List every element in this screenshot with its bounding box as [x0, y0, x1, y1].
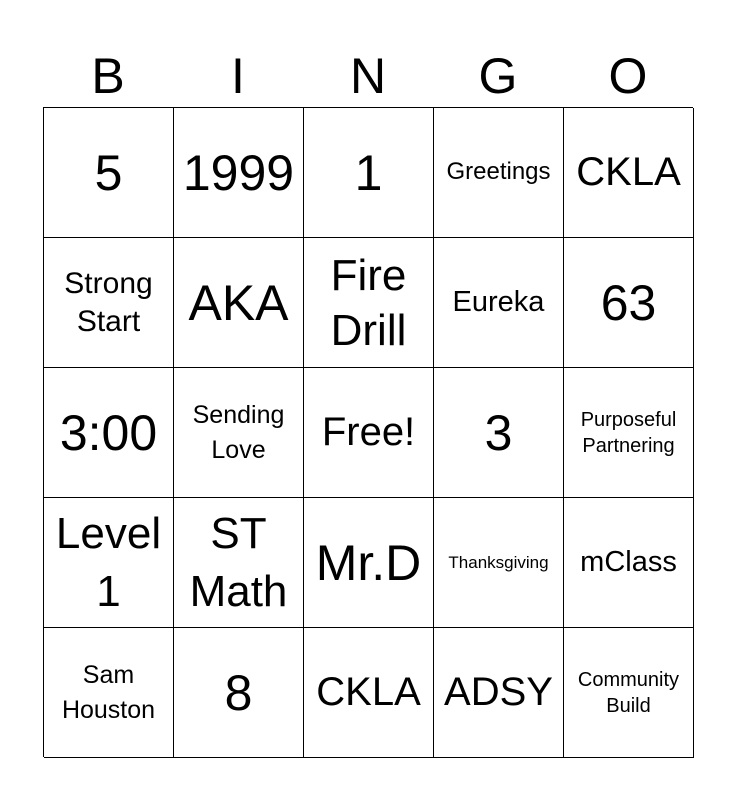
cell-label: Sending Love	[192, 400, 285, 464]
bingo-cell[interactable]	[564, 498, 694, 628]
cell-label: 8	[224, 664, 253, 721]
bingo-cell[interactable]	[44, 628, 174, 758]
bingo-cell[interactable]	[434, 238, 564, 368]
header-letter-g: G	[478, 48, 518, 104]
cell-label: Strong Start	[64, 267, 153, 338]
cell-label: Free!	[321, 410, 416, 455]
bingo-cell[interactable]	[304, 108, 434, 238]
cell-label: Level 1	[55, 509, 162, 616]
bingo-cell[interactable]	[434, 498, 564, 628]
bingo-cell[interactable]	[564, 368, 694, 498]
header-letter-o: O	[608, 48, 648, 104]
cell-label: Purposeful Partnering	[580, 408, 677, 457]
cell-label: ST Math	[189, 509, 288, 616]
bingo-cell[interactable]	[174, 498, 304, 628]
cell-label: AKA	[188, 274, 289, 331]
cell-label: Mr.D	[315, 534, 422, 591]
bingo-cell[interactable]	[434, 108, 564, 238]
cell-label: CKLA	[576, 150, 681, 195]
bingo-cell[interactable]	[44, 238, 174, 368]
cell-label: Thanksgiving	[448, 552, 549, 572]
bingo-cell[interactable]	[564, 628, 694, 758]
cell-label: CKLA	[316, 670, 421, 715]
bingo-cell[interactable]	[304, 238, 434, 368]
bingo-cell[interactable]	[44, 368, 174, 498]
bingo-cell[interactable]	[174, 628, 304, 758]
bingo-cell[interactable]	[304, 628, 434, 758]
cell-label: 3	[484, 404, 513, 461]
bingo-cell[interactable]	[564, 238, 694, 368]
bingo-cell[interactable]	[44, 108, 174, 238]
bingo-header	[43, 44, 693, 108]
bingo-cell[interactable]	[304, 368, 434, 498]
cell-label: mClass	[580, 546, 677, 579]
bingo-cell[interactable]	[174, 368, 304, 498]
cell-label: 1999	[182, 144, 295, 201]
bingo-cell[interactable]	[304, 498, 434, 628]
bingo-cell[interactable]	[174, 238, 304, 368]
bingo-cell[interactable]	[434, 628, 564, 758]
cell-label: Fire Drill	[330, 250, 407, 355]
header-letter-b: B	[91, 48, 125, 104]
header-letter-i: I	[231, 48, 245, 104]
cell-label: Community Build	[577, 668, 680, 717]
cell-label: Sam Houston	[61, 660, 156, 724]
bingo-cell[interactable]	[564, 108, 694, 238]
cell-label: Eureka	[452, 286, 545, 319]
header-letter-n: N	[349, 48, 387, 104]
cell-label: 3:00	[59, 404, 158, 461]
cell-label: 1	[354, 144, 383, 201]
cell-label: ADSY	[444, 670, 553, 715]
cell-label: 63	[600, 274, 657, 331]
bingo-board	[43, 107, 693, 757]
bingo-cell[interactable]	[174, 108, 304, 238]
bingo-cell[interactable]	[434, 368, 564, 498]
cell-label: Greetings	[446, 158, 551, 186]
bingo-cell[interactable]	[44, 498, 174, 628]
cell-label: 5	[94, 144, 123, 201]
